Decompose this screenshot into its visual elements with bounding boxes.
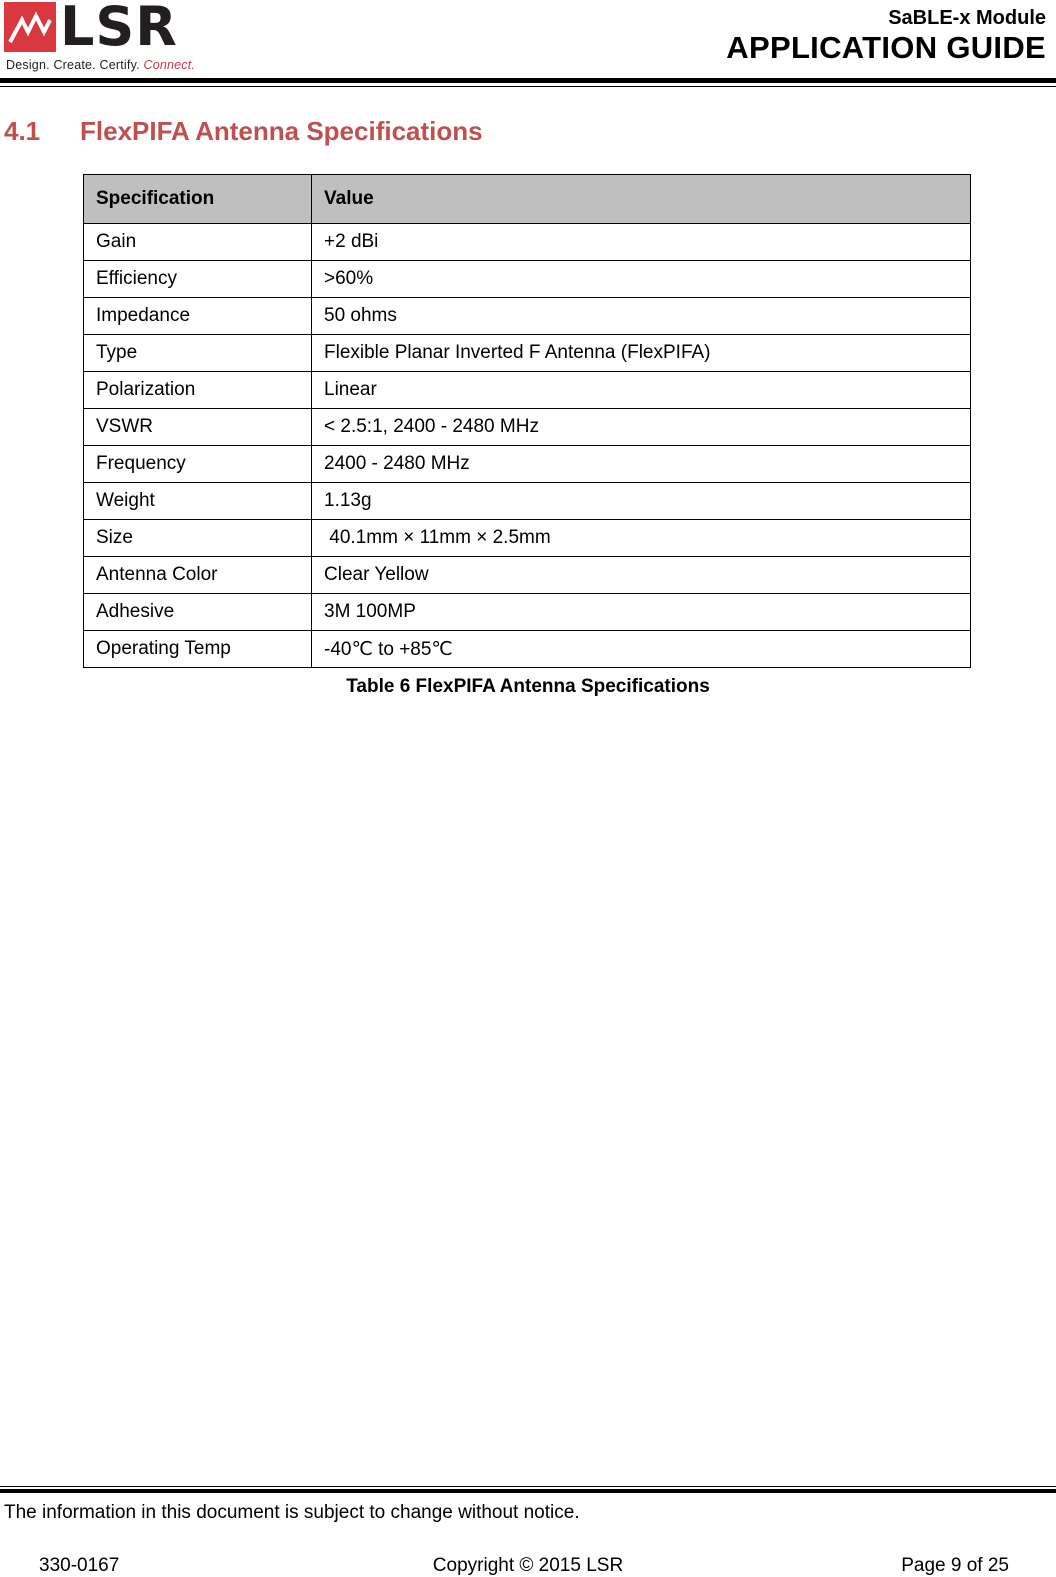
value-cell: 40.1mm × 11mm × 2.5mm [312, 520, 971, 557]
value-cell: 2400 - 2480 MHz [312, 446, 971, 483]
value-cell: 3M 100MP [312, 594, 971, 631]
document-header [726, 6, 1046, 66]
table-row [84, 557, 971, 594]
spec-cell: Type [84, 335, 312, 372]
spec-cell: Operating Temp [84, 631, 312, 668]
spec-cell: Size [84, 520, 312, 557]
spec-cell: Polarization [84, 372, 312, 409]
column-header-specification: Specification [84, 175, 312, 224]
spec-cell: Impedance [84, 298, 312, 335]
table-row [84, 446, 971, 483]
logo-tagline-accent: Connect. [143, 58, 196, 72]
value-cell: Linear [312, 372, 971, 409]
table-row [84, 261, 971, 298]
logo-wordmark: LSR [60, 0, 178, 58]
header-rule-thin [0, 86, 1056, 87]
doc-number: 330-0167 [39, 1555, 120, 1576]
spec-cell: Gain [84, 224, 312, 261]
footer-rule-thin [0, 1486, 1056, 1487]
table-caption: Table 6 FlexPIFA Antenna Specifications [346, 676, 710, 697]
lsr-logo-icon [4, 2, 56, 52]
spec-cell: Weight [84, 483, 312, 520]
spec-cell: Antenna Color [84, 557, 312, 594]
table-row [84, 631, 971, 668]
footer-notice: The information in this document is subject to change without notice. [4, 1502, 580, 1523]
company-logo [4, 2, 194, 74]
value-cell: -40℃ to +85℃ [312, 631, 971, 668]
spec-cell: Adhesive [84, 594, 312, 631]
table-row [84, 335, 971, 372]
page-number: Page 9 of 25 [901, 1555, 1009, 1576]
table-row [84, 372, 971, 409]
column-header-value: Value [312, 175, 971, 224]
header-rule-thick [0, 78, 1056, 83]
table-row [84, 520, 971, 557]
value-cell: >60% [312, 261, 971, 298]
value-cell: Clear Yellow [312, 557, 971, 594]
table-row [84, 298, 971, 335]
footer-rule-thick [0, 1489, 1056, 1493]
logo-tagline [6, 58, 195, 72]
spec-cell: Frequency [84, 446, 312, 483]
value-cell: < 2.5:1, 2400 - 2480 MHz [312, 409, 971, 446]
spec-cell: Efficiency [84, 261, 312, 298]
value-cell: Flexible Planar Inverted F Antenna (FlexPIFA) [312, 335, 971, 372]
section-number: 4.1 [4, 116, 41, 146]
logo-tagline-text: Design. Create. Certify. [6, 58, 140, 72]
value-cell: 1.13g [312, 483, 971, 520]
document-type: APPLICATION GUIDE [726, 30, 1046, 65]
section-title: FlexPIFA Antenna Specifications [80, 116, 483, 146]
table-row [84, 409, 971, 446]
table-header-row [84, 175, 971, 224]
value-cell: 50 ohms [312, 298, 971, 335]
table-row [84, 594, 971, 631]
copyright: Copyright © 2015 LSR [432, 1555, 624, 1576]
value-cell: +2 dBi [312, 224, 971, 261]
table-row [84, 224, 971, 261]
spec-cell: VSWR [84, 409, 312, 446]
module-name: SaBLE-x Module [888, 7, 1046, 29]
section-heading [4, 116, 483, 147]
antenna-spec-table [83, 174, 971, 668]
table-row [84, 483, 971, 520]
